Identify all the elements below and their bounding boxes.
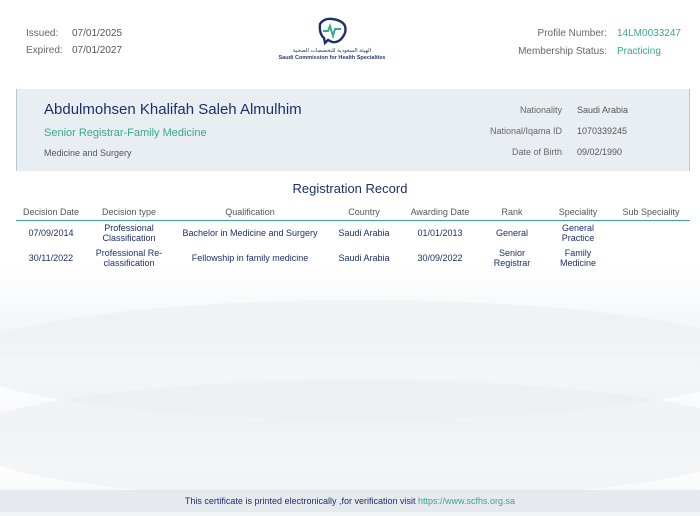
footer-text: This certificate is printed electronically ,for verification visit — [184, 496, 419, 506]
profile-number-label: Profile Number: — [537, 28, 607, 39]
speciality-cell: Family Medicine — [559, 247, 597, 268]
logo-english-text: Saudi Commission for Health Specialties — [278, 55, 386, 61]
decision-type-cell: Professional Classification — [102, 222, 156, 243]
qualification-cell: Bachelor in Medicine and Surgery — [182, 227, 318, 238]
background-wave — [0, 380, 700, 500]
column-header: Rank — [480, 204, 544, 220]
issued-value: 07/01/2025 — [72, 28, 123, 39]
scfhs-emblem-icon — [314, 16, 350, 46]
nationality-label: Nationality — [519, 105, 562, 115]
decision-date-cell: 30/11/2022 — [28, 252, 74, 263]
column-header: Speciality — [544, 204, 612, 220]
table-row — [16, 220, 690, 245]
profile-number-value: 14LM0033247 — [617, 28, 681, 39]
personal-info — [482, 105, 633, 168]
profile-band — [16, 89, 690, 171]
column-header: Qualification — [172, 204, 328, 220]
issued-label: Issued: — [26, 28, 59, 39]
table-header-row — [16, 204, 690, 220]
awarding-date-cell: 01/01/2013 — [417, 227, 463, 238]
column-header: Decision type — [86, 204, 172, 220]
dob-value: 09/02/1990 — [577, 147, 623, 157]
column-header: Decision Date — [16, 204, 86, 220]
rank-cell: Senior Registrar — [493, 247, 531, 268]
verification-footer — [0, 490, 700, 512]
scfhs-logo — [270, 16, 394, 66]
iqama-value: 1070339245 — [577, 126, 628, 136]
qualification-cell: Fellowship in family medicine — [191, 252, 309, 263]
rank-cell: General — [495, 227, 529, 238]
column-header: Awarding Date — [400, 204, 480, 220]
membership-status-value: Practicing — [617, 46, 661, 57]
country-cell: Saudi Arabia — [338, 252, 390, 263]
sub-speciality-cell — [612, 245, 690, 270]
awarding-date-cell: 30/09/2022 — [417, 252, 463, 263]
decision-date-cell: 07/09/2014 — [28, 227, 74, 238]
expired-label: Expired: — [26, 45, 63, 56]
verification-link[interactable]: https://www.scfhs.org.sa — [418, 496, 516, 506]
decision-type-cell: Professional Re-classification — [95, 247, 163, 268]
nationality-value: Saudi Arabia — [577, 105, 629, 115]
expired-value: 07/01/2027 — [72, 45, 123, 56]
registration-table — [16, 204, 690, 270]
column-header: Country — [328, 204, 400, 220]
column-header: Sub Speciality — [612, 204, 690, 220]
issue-dates — [26, 28, 122, 62]
membership-info — [518, 28, 680, 64]
iqama-label: National/Iqama ID — [489, 126, 562, 136]
speciality-cell: General Practice — [561, 222, 595, 243]
membership-status-label: Membership Status: — [518, 46, 607, 57]
dob-label: Date of Birth — [511, 147, 562, 157]
logo-arabic-text: الهيئة السعودية للتخصصات الصحية — [292, 48, 372, 54]
practitioner-name: Abdulmohsen Khalifah Saleh Almulhim — [44, 101, 302, 118]
sub-speciality-cell — [612, 220, 690, 245]
practitioner-department: Medicine and Surgery — [44, 148, 132, 158]
country-cell: Saudi Arabia — [338, 227, 390, 238]
table-row — [16, 245, 690, 270]
practitioner-title: Senior Registrar-Family Medicine — [44, 127, 207, 139]
registration-record-title: Registration Record — [292, 181, 408, 196]
